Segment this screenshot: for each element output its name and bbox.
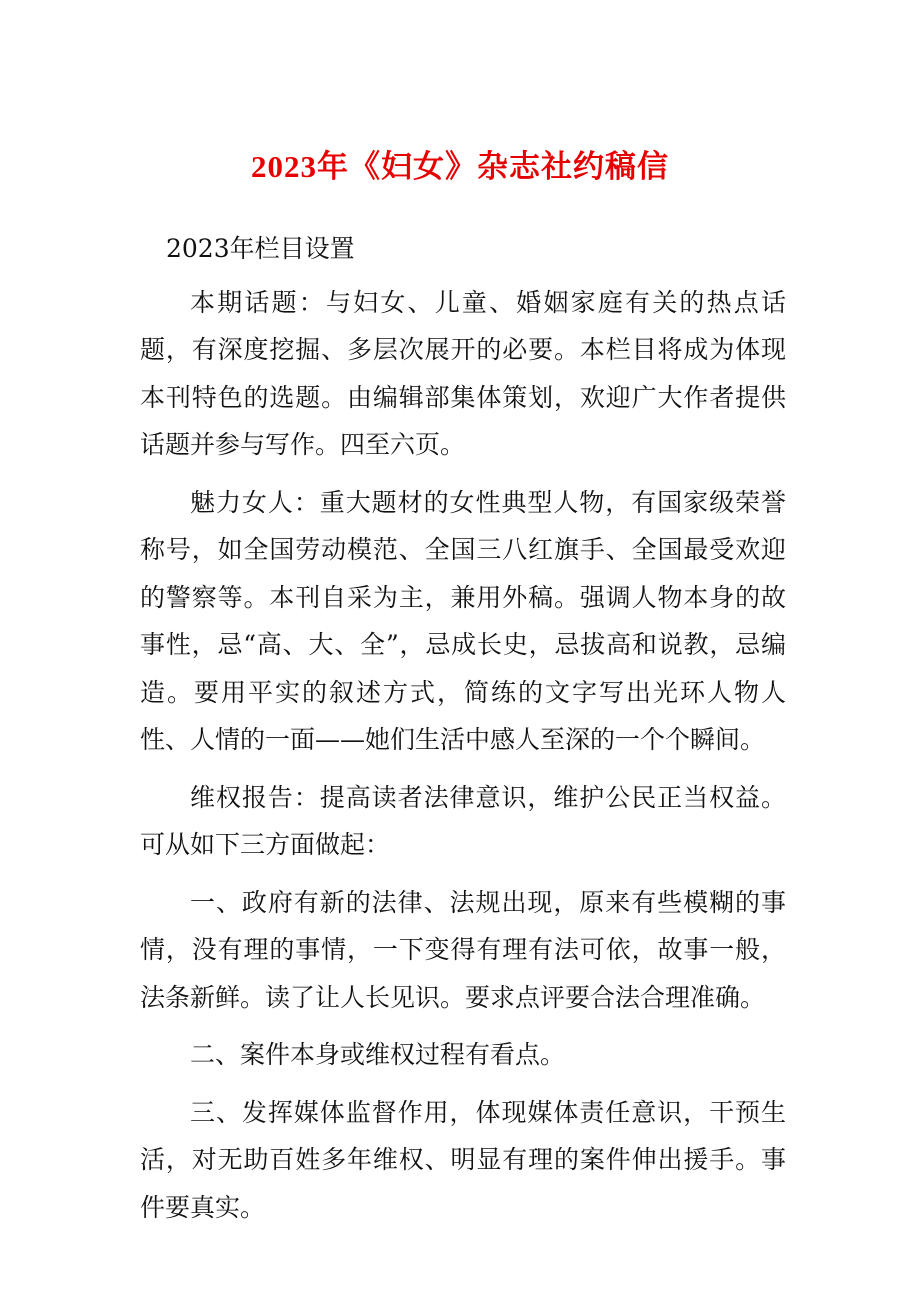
section-heading: 2023年栏目设置 bbox=[166, 234, 355, 263]
paragraph-topic: 本期话题：与妇女、儿童、婚姻家庭有关的热点话题，有深度挖掘、多层次展开的必要。本栏目将成为体现本刊特色的选题。由编辑部集体策划，欢迎广大作者提供话题并参与写作。四至六页。 bbox=[140, 287, 786, 459]
paragraph-rights-report: 维权报告：提高读者法律意识，维护公民正当权益。可从如下三方面做起： bbox=[140, 782, 786, 859]
paragraph-charming-women: 魅力女人：重大题材的女性典型人物，有国家级荣誉称号，如全国劳动模范、全国三八红旗手、全国最受欢迎的警察等。本刊自采为主，兼用外稿。强调人物本身的故事性，忌“高、大、全”，忌成长史，忌拔高和说教，忌编造。要用平实的叙述方式，简练的文字写出光环人物人性、人情的一面——她们生活中感人至深的一个个瞬间。 bbox=[140, 487, 786, 754]
document-title: 2023年《妇女》杂志社约稿信 bbox=[251, 149, 669, 184]
paragraph-point-one: 一、政府有新的法律、法规出现，原来有些模糊的事情，没有理的事情，一下变得有理有法可依，故事一般，法条新鲜。读了让人长见识。要求点评要合法合理准确。 bbox=[140, 887, 786, 1012]
document-body bbox=[140, 225, 786, 1241]
paragraph-point-two: 二、案件本身或维权过程有看点。 bbox=[190, 1040, 566, 1069]
paragraph-point-three: 三、发挥媒体监督作用，体现媒体责任意识，干预生活，对无助百姓多年维权、明显有理的案件伸出援手。事件要真实。 bbox=[140, 1097, 786, 1222]
